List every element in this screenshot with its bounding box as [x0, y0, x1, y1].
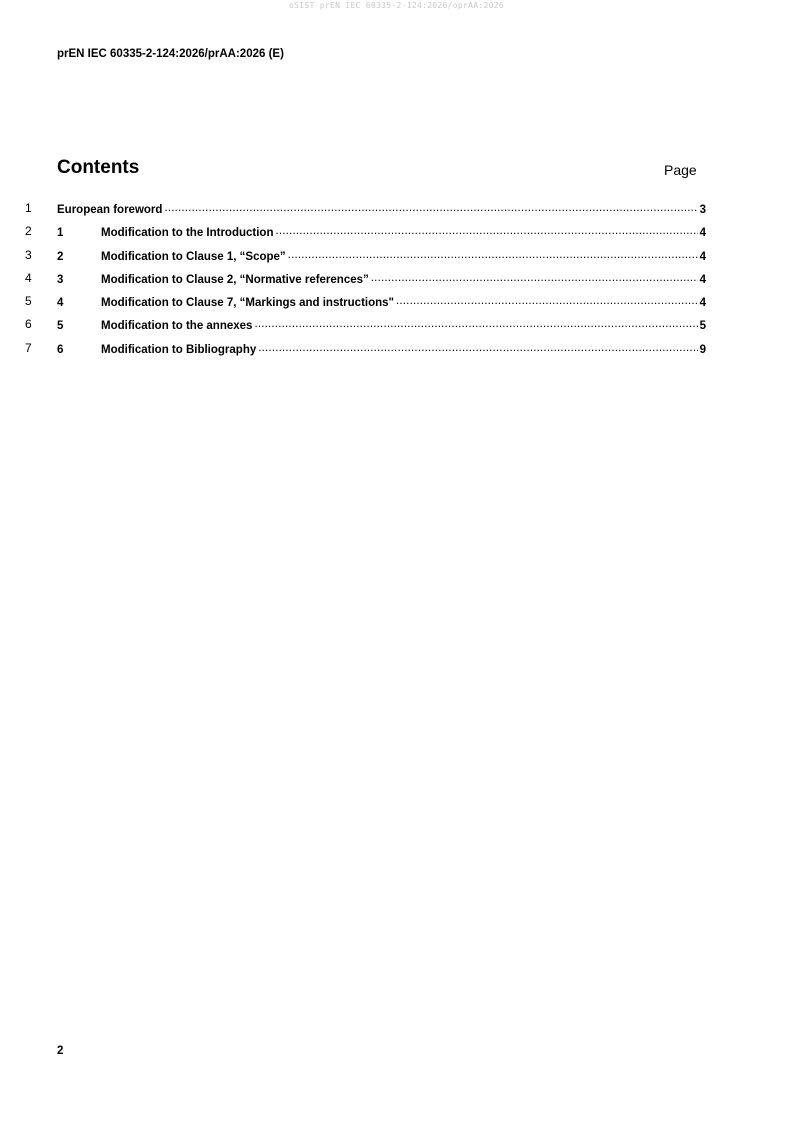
footer-page-number: 2 [57, 1045, 64, 1057]
toc-entry-number: 3 [57, 273, 64, 286]
watermark-text: oSIST prEN IEC 60335-2-124:2026/oprAA:2026 [289, 1, 504, 10]
toc-entry-page: 4 [699, 273, 706, 286]
line-number: 4 [25, 270, 32, 285]
toc-entry-page: 9 [699, 343, 706, 356]
toc-entry-link[interactable] [57, 271, 706, 286]
toc-entry-number: 1 [57, 227, 64, 240]
toc-entry-title: Modification to Clause 1, “Scope” [101, 250, 286, 263]
dot-leader [164, 201, 697, 213]
toc-entry-title: Modification to Clause 7, “Markings and instructions" [101, 297, 394, 310]
toc-entry-link[interactable] [57, 248, 706, 263]
toc-entry-page: 4 [699, 250, 706, 263]
toc-entry[interactable] [0, 201, 793, 224]
toc-entry-link[interactable] [57, 224, 706, 239]
dot-leader [288, 248, 698, 260]
toc-entry[interactable] [0, 248, 793, 271]
toc-entry-number: 2 [57, 250, 64, 263]
page-column-label: Page [664, 162, 697, 178]
dot-leader [371, 271, 698, 283]
line-number: 1 [25, 201, 32, 215]
toc-entry-title: Modification to the annexes [101, 320, 253, 333]
toc-entry[interactable] [0, 271, 793, 294]
toc-entry-page: 3 [699, 204, 706, 216]
toc-entry[interactable] [0, 341, 793, 364]
toc-entry-title: Modification to the Introduction [101, 227, 274, 240]
dot-leader [275, 224, 697, 236]
toc-entry-link[interactable] [57, 294, 706, 309]
toc-entry-link[interactable] [57, 341, 706, 356]
toc-entry-link[interactable] [57, 317, 706, 332]
toc-entry-page: 4 [699, 297, 706, 310]
line-number: 5 [25, 294, 32, 309]
toc-entry-number: 5 [57, 320, 64, 333]
line-number: 6 [25, 317, 32, 332]
dot-leader [396, 294, 698, 306]
toc-entry-page: 4 [699, 227, 706, 240]
line-number: 3 [25, 247, 32, 262]
toc-entry-title: Modification to Bibliography [101, 343, 257, 356]
line-number: 7 [25, 340, 32, 355]
toc-entry-number: 4 [57, 297, 64, 310]
dot-leader [258, 341, 697, 353]
toc-entry-link[interactable] [57, 201, 706, 216]
toc-entry-page: 5 [699, 320, 706, 333]
toc-entry-title: European foreword [57, 204, 163, 216]
document-id-header: prEN IEC 60335-2-124:2026/prAA:2026 (E) [57, 48, 284, 60]
toc-entry-title: Modification to Clause 2, “Normative references” [101, 273, 369, 286]
line-number: 2 [25, 224, 32, 239]
table-of-contents [0, 201, 793, 364]
contents-heading: Contents [57, 157, 140, 178]
toc-entry[interactable] [0, 294, 793, 317]
toc-entry-number: 6 [57, 343, 64, 356]
toc-entry[interactable] [0, 317, 793, 340]
toc-entry[interactable] [0, 224, 793, 247]
dot-leader [254, 317, 697, 329]
